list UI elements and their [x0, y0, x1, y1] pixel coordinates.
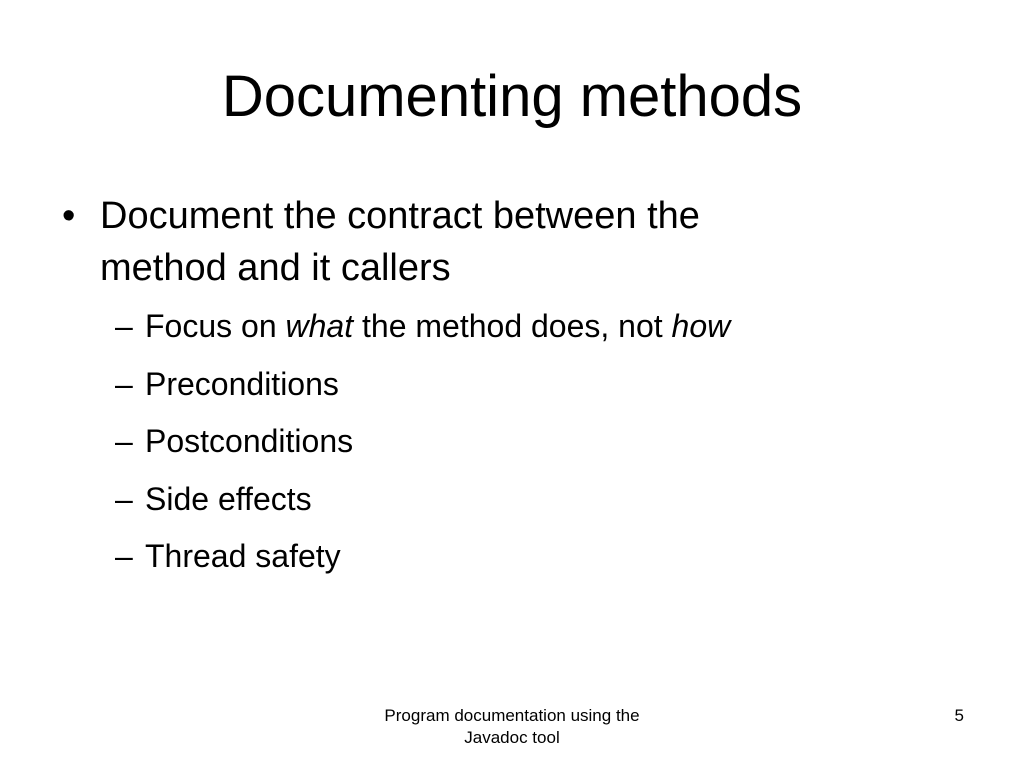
sub-bullet-postconditions [115, 421, 975, 461]
main-bullet [62, 190, 962, 294]
sub-bullet-side-effects [115, 479, 975, 519]
sub-bullet-text: Preconditions [145, 365, 339, 402]
bullet-marker: • [62, 195, 76, 237]
sub-bullet-text: Side effects [145, 480, 312, 517]
sub-bullet-text: Postconditions [145, 423, 354, 459]
dash-marker: – [115, 423, 133, 459]
dash-marker: – [115, 538, 133, 574]
emphasis-how: how [671, 308, 731, 344]
slide-footer [312, 705, 712, 749]
slide-number: 5 [954, 706, 964, 725]
main-bullet-line-1: Document the contract between the [100, 195, 700, 237]
sub-bullet-text: the method does, not [353, 308, 672, 344]
sub-bullet-focus [115, 306, 975, 346]
sub-bullet-preconditions [115, 364, 975, 404]
footer-line-1: Program documentation using the [384, 706, 640, 725]
dash-marker: – [115, 308, 133, 344]
footer-line-2: Javadoc tool [464, 728, 560, 747]
sub-bullet-thread-safety [115, 536, 975, 576]
sub-bullet-text: Thread safety [145, 538, 341, 574]
main-bullet-text [62, 190, 962, 294]
slide-title: Documenting methods [221, 64, 803, 129]
main-bullet-line-2: method and it callers [100, 247, 451, 289]
sub-bullet-list [115, 306, 975, 594]
sub-bullet-text: Focus on [145, 308, 286, 344]
emphasis-what: what [285, 308, 354, 344]
dash-marker: – [115, 480, 133, 517]
dash-marker: – [115, 365, 133, 402]
